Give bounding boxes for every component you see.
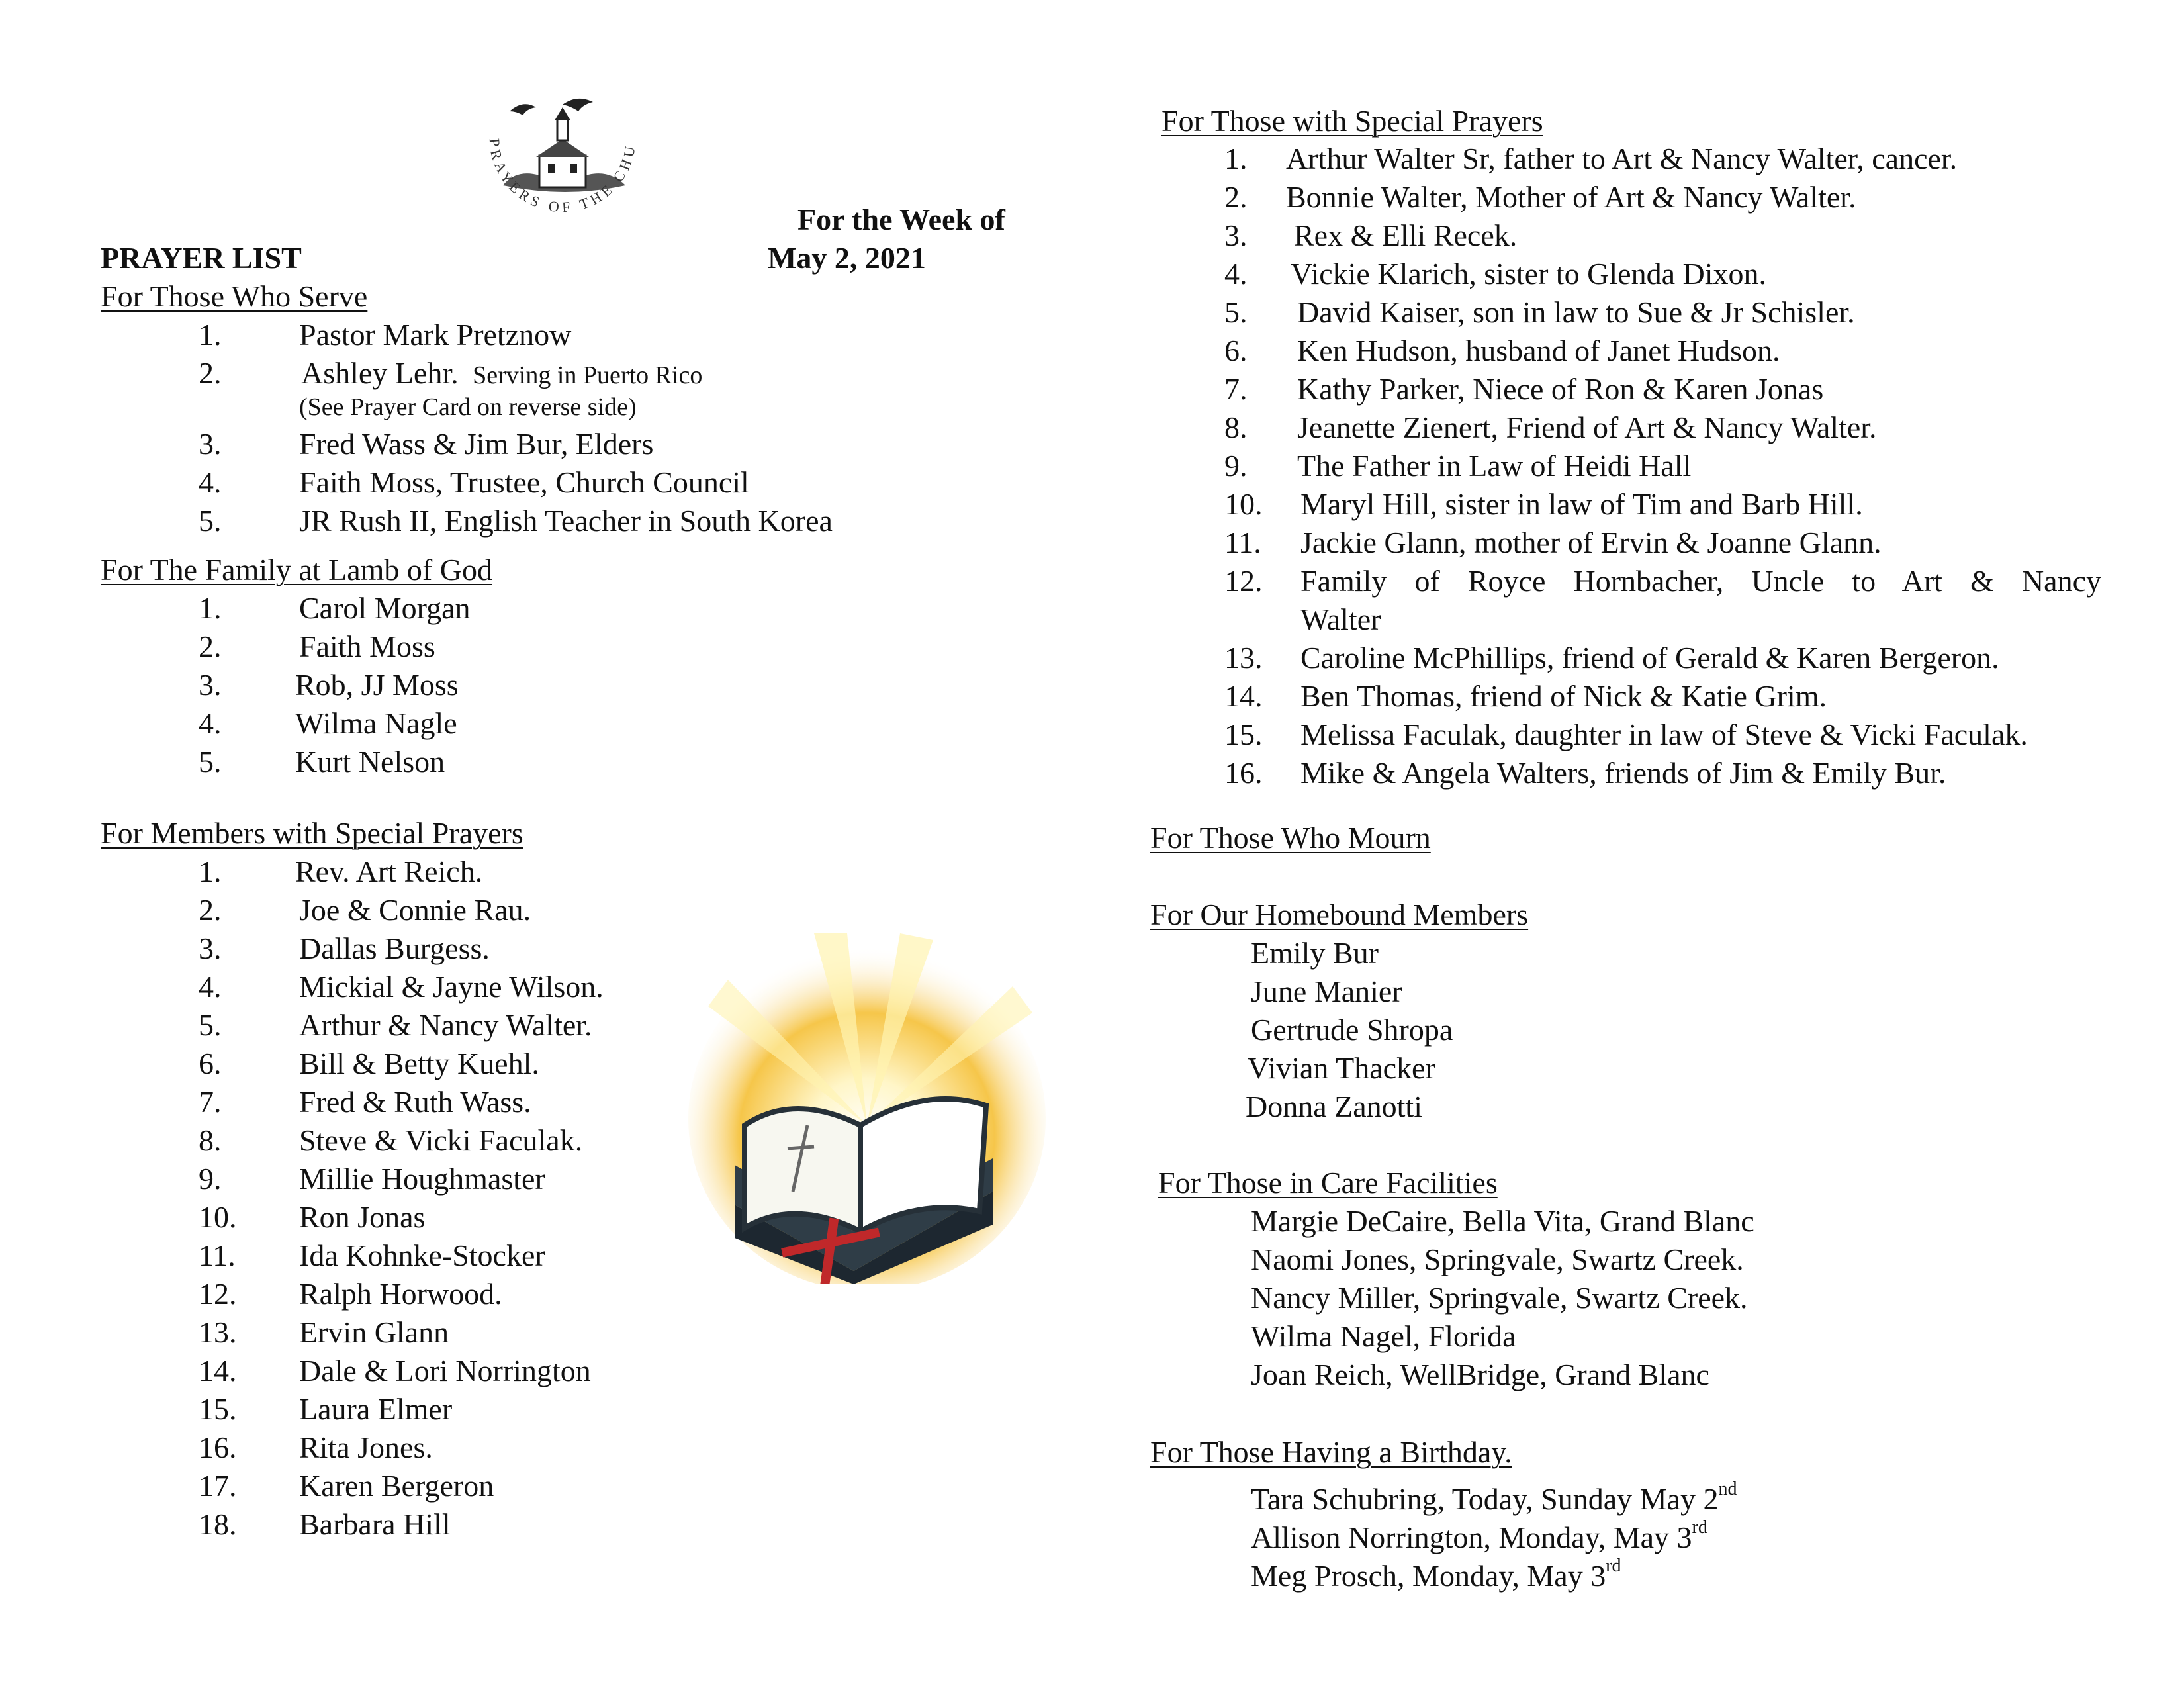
week-date: May 2, 2021	[768, 241, 926, 275]
svg-text:PRAYERS OF THE CHURCH: PRAYERS OF THE CHU	[486, 138, 639, 216]
prayer-list-title: PRAYER LIST	[101, 241, 302, 275]
list-item: Barbara Hill	[299, 1507, 451, 1541]
list-item: Melissa Faculak, daughter in law of Steve & Vicki Faculak.	[1300, 718, 2028, 751]
list-number: 3.	[1224, 218, 1248, 252]
list-item-text: Family of Royce Hornbacher, Uncle to Art & Nancy	[1300, 564, 2101, 598]
list-number: 4.	[1224, 257, 1248, 291]
list-item-continuation: Walter	[1300, 602, 1381, 636]
list-number: 3.	[199, 668, 222, 702]
list-item: Bonnie Walter, Mother of Art & Nancy Walter.	[1286, 180, 1856, 214]
list-item: Vivian Thacker	[1248, 1051, 1435, 1085]
list-number: 14.	[1224, 679, 1263, 713]
list-item: Vickie Klarich, sister to Glenda Dixon.	[1291, 257, 1766, 291]
list-item: Rita Jones.	[299, 1430, 433, 1464]
list-number: 18.	[199, 1507, 237, 1541]
section-title-members: For Members with Special Prayers	[101, 816, 523, 850]
list-number: 3.	[199, 427, 222, 461]
week-label: For the Week of	[797, 203, 1005, 236]
list-item: Maryl Hill, sister in law of Tim and Barb Hill.	[1300, 487, 1863, 521]
birthday-text: Allison Norrington, Monday, May 3	[1251, 1521, 1692, 1554]
section-title-serve: For Those Who Serve	[101, 279, 368, 313]
list-number: 9.	[199, 1162, 222, 1196]
list-item	[301, 354, 702, 395]
list-number: 13.	[199, 1315, 237, 1349]
list-item: Ron Jonas	[299, 1200, 426, 1234]
list-number: 17.	[199, 1469, 237, 1503]
list-item: Millie Houghmaster	[299, 1162, 545, 1196]
list-item: Ben Thomas, friend of Nick & Katie Grim.	[1300, 679, 1827, 713]
list-item: Dallas Burgess.	[299, 931, 490, 965]
section-title-special: For Those with Special Prayers	[1161, 104, 1543, 138]
church-logo	[463, 93, 662, 238]
list-number: 2.	[199, 630, 222, 663]
list-item: Joan Reich, WellBridge, Grand Blanc	[1251, 1358, 1709, 1391]
ordinal-suffix: nd	[1718, 1479, 1737, 1499]
list-item: Bill & Betty Kuehl.	[299, 1047, 539, 1080]
list-number: 2.	[199, 356, 222, 390]
birthday-text: Meg Prosch, Monday, May 3	[1251, 1559, 1606, 1593]
list-item-note: Serving in Puerto Rico	[473, 361, 703, 389]
list-number: 5.	[1224, 295, 1248, 329]
list-number: 4.	[199, 970, 222, 1004]
list-number: 4.	[199, 465, 222, 499]
list-number: 8.	[199, 1123, 222, 1157]
list-item: Rev. Art Reich.	[295, 855, 483, 888]
list-item: Wilma Nagel, Florida	[1251, 1319, 1516, 1353]
list-item: Carol Morgan	[299, 591, 471, 625]
section-title-care: For Those in Care Facilities	[1158, 1166, 1498, 1199]
list-item: Mickial & Jayne Wilson.	[299, 970, 604, 1004]
list-item: Donna Zanotti	[1246, 1090, 1422, 1123]
list-item	[1251, 1480, 1737, 1519]
list-number: 5.	[199, 504, 222, 538]
list-item: Laura Elmer	[299, 1392, 453, 1426]
list-number: 2.	[1224, 180, 1248, 214]
list-number: 15.	[1224, 718, 1263, 751]
bible-clipart	[682, 927, 1052, 1284]
list-item: Caroline McPhillips, friend of Gerald & Karen Bergeron.	[1300, 641, 1999, 675]
list-item: Joe & Connie Rau.	[299, 893, 531, 927]
list-number: 1.	[199, 318, 222, 352]
list-item: Ervin Glann	[299, 1315, 449, 1349]
list-item: Kathy Parker, Niece of Ron & Karen Jonas	[1297, 372, 1824, 406]
list-number: 16.	[1224, 756, 1263, 790]
list-number: 1.	[1224, 142, 1248, 175]
list-item: Fred & Ruth Wass.	[299, 1085, 531, 1119]
list-item	[1251, 1519, 1707, 1557]
list-item: Ken Hudson, husband of Janet Hudson.	[1297, 334, 1780, 367]
list-number: 7.	[1224, 372, 1248, 406]
list-item: Rob, JJ Moss	[295, 668, 459, 702]
list-item: Karen Bergeron	[299, 1469, 494, 1503]
birthday-text: Tara Schubring, Today, Sunday May 2	[1251, 1482, 1719, 1516]
list-number: 10.	[199, 1200, 237, 1234]
list-item-name: Ashley Lehr.	[301, 356, 459, 390]
list-item: Rex & Elli Recek.	[1294, 218, 1518, 252]
list-item-note2: (See Prayer Card on reverse side)	[299, 393, 637, 421]
list-item: Ralph Horwood.	[299, 1277, 502, 1311]
list-item: Faith Moss	[299, 630, 435, 663]
list-item: Faith Moss, Trustee, Church Council	[299, 465, 749, 499]
section-title-birthday: For Those Having a Birthday.	[1150, 1435, 1512, 1469]
section-title-homebound: For Our Homebound Members	[1150, 898, 1529, 931]
list-item: Pastor Mark Pretznow	[299, 318, 572, 352]
section-title-mourn: For Those Who Mourn	[1150, 821, 1431, 855]
list-number: 16.	[199, 1430, 237, 1464]
list-number: 12.	[1224, 564, 1263, 598]
list-item	[1251, 1557, 1621, 1595]
list-item: Kurt Nelson	[295, 745, 445, 778]
list-number: 1.	[199, 591, 222, 625]
list-number: 2.	[199, 893, 222, 927]
list-number: 15.	[199, 1392, 237, 1426]
list-number: 14.	[199, 1354, 237, 1387]
bible-glow-icon	[682, 927, 1052, 1284]
list-number: 12.	[199, 1277, 237, 1311]
list-number: 6.	[199, 1047, 222, 1080]
list-number: 1.	[199, 855, 222, 888]
section-title-family: For The Family at Lamb of God	[101, 553, 492, 586]
list-item: Wilma Nagle	[295, 706, 457, 740]
list-item: Nancy Miller, Springvale, Swartz Creek.	[1251, 1281, 1748, 1315]
list-item: Mike & Angela Walters, friends of Jim & Emily Bur.	[1300, 756, 1946, 790]
list-number: 8.	[1224, 410, 1248, 444]
list-number: 6.	[1224, 334, 1248, 367]
list-number: 5.	[199, 745, 222, 778]
list-item: Gertrude Shropa	[1251, 1013, 1453, 1047]
list-item: June Manier	[1251, 974, 1402, 1008]
list-number: 10.	[1224, 487, 1263, 521]
list-item: The Father in Law of Heidi Hall	[1297, 449, 1692, 483]
list-number: 7.	[199, 1085, 222, 1119]
list-item: Jeanette Zienert, Friend of Art & Nancy Walter.	[1297, 410, 1877, 444]
list-item: Arthur & Nancy Walter.	[299, 1008, 592, 1042]
list-item	[1300, 562, 2101, 600]
list-item: Dale & Lori Norrington	[299, 1354, 591, 1387]
list-number: 4.	[199, 706, 222, 740]
list-number: 11.	[1224, 526, 1261, 559]
list-item: Margie DeCaire, Bella Vita, Grand Blanc	[1251, 1204, 1754, 1238]
ordinal-suffix: rd	[1692, 1517, 1707, 1538]
list-item: Jackie Glann, mother of Ervin & Joanne Glann.	[1300, 526, 1882, 559]
list-number: 11.	[199, 1239, 236, 1272]
list-number: 9.	[1224, 449, 1248, 483]
list-number: 5.	[199, 1008, 222, 1042]
list-item: JR Rush II, English Teacher in South Korea	[299, 504, 833, 538]
list-number: 13.	[1224, 641, 1263, 675]
list-item: Ida Kohnke-Stocker	[299, 1239, 545, 1272]
list-item: Arthur Walter Sr, father to Art & Nancy Walter, cancer.	[1286, 142, 1958, 175]
church-logo-icon	[463, 93, 662, 238]
list-item: Naomi Jones, Springvale, Swartz Creek.	[1251, 1243, 1744, 1276]
list-item: Steve & Vicki Faculak.	[299, 1123, 583, 1157]
ordinal-suffix: rd	[1606, 1556, 1621, 1576]
list-item: David Kaiser, son in law to Sue & Jr Schisler.	[1297, 295, 1855, 329]
list-item: Fred Wass & Jim Bur, Elders	[299, 427, 654, 461]
list-number: 3.	[199, 931, 222, 965]
list-item: Emily Bur	[1251, 936, 1379, 970]
